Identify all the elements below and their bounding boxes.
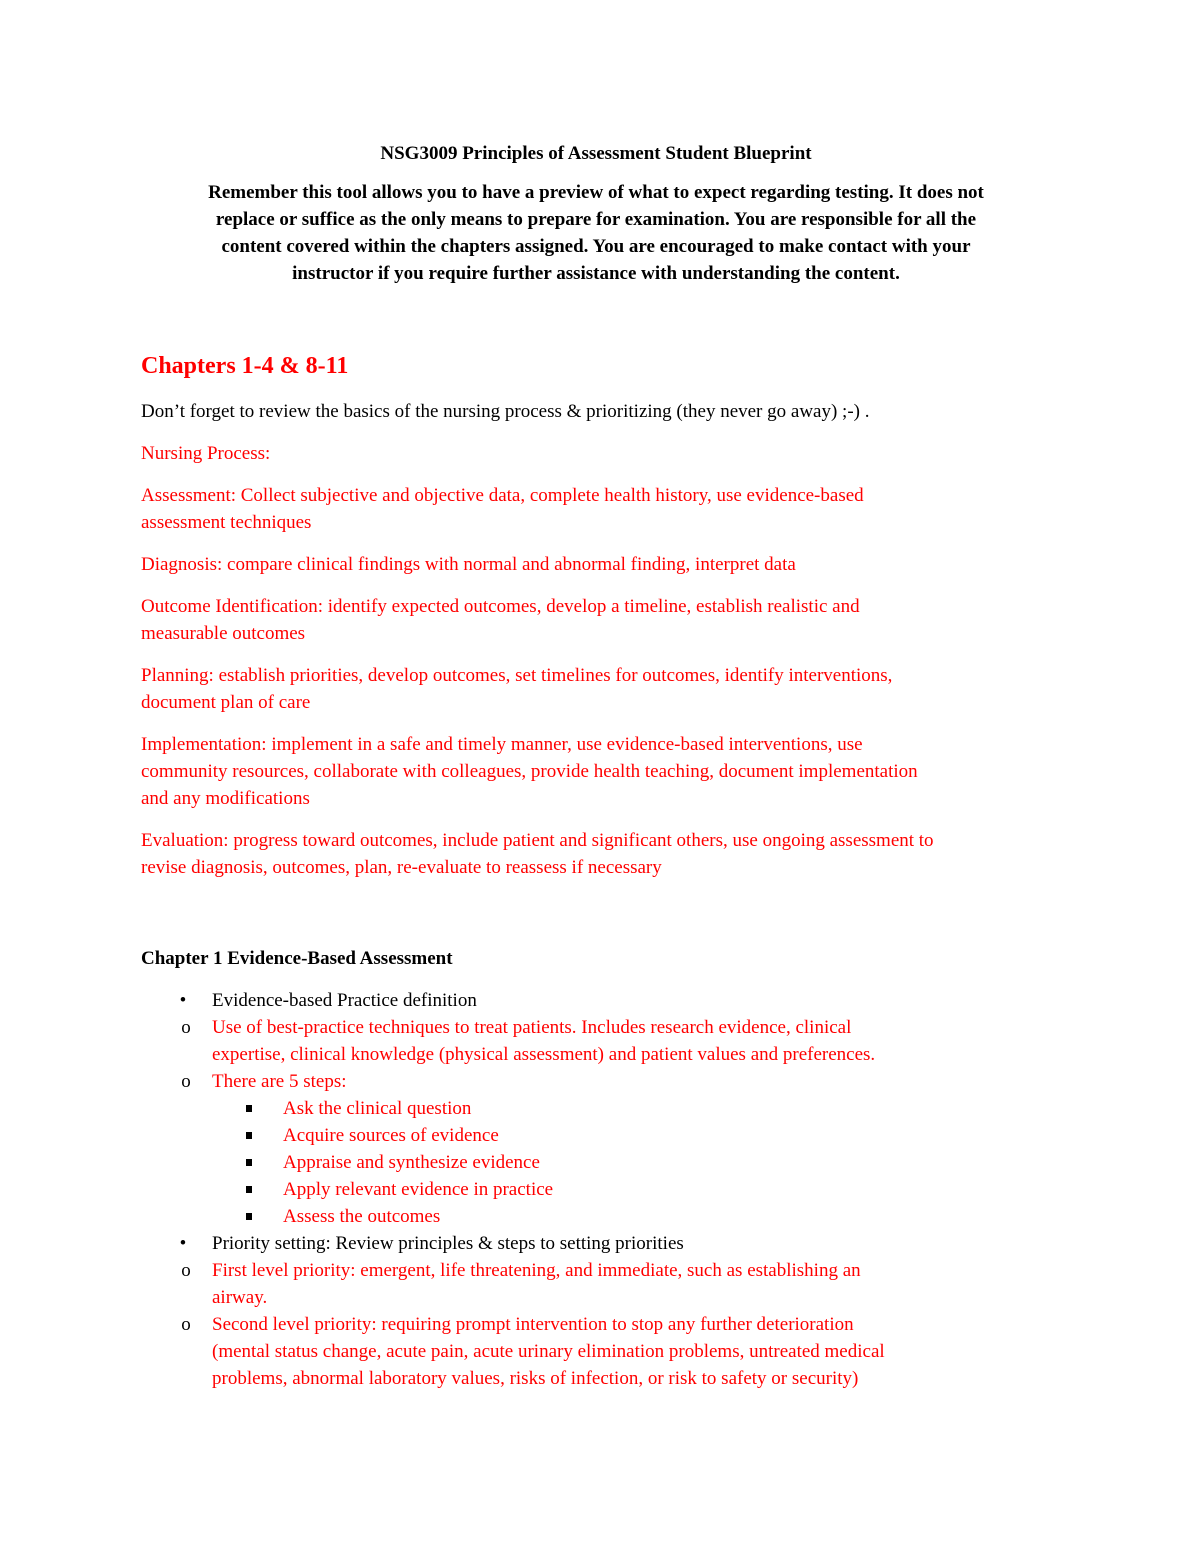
steps-list: [212, 1095, 1051, 1230]
intro-line: instructor if you require further assistance with understanding the content.: [292, 263, 900, 284]
assessment-paragraph: [141, 482, 1051, 536]
planning-paragraph: [141, 662, 1051, 716]
paragraph-line: document plan of care: [141, 692, 311, 713]
step-text: Assess the outcomes: [283, 1206, 441, 1227]
paragraph-line: Second level priority: requiring prompt intervention to stop any further deterioration: [212, 1314, 854, 1335]
square-bullet-icon: [246, 1105, 252, 1112]
step-text: Appraise and synthesize evidence: [283, 1152, 540, 1173]
chapter1-list: [141, 987, 1051, 1392]
paragraph-line: Implementation: implement in a safe and timely manner, use evidence-based interventions, use: [141, 734, 863, 755]
list-item-ebp: [141, 987, 1051, 1230]
diagnosis-paragraph: Diagnosis: compare clinical findings with normal and abnormal finding, interpret data: [141, 554, 796, 575]
paragraph-line: First level priority: emergent, life threatening, and immediate, such as establishing an: [212, 1260, 861, 1281]
intro-line: content covered within the chapters assigned. You are encouraged to make contact with your: [221, 236, 971, 257]
step-text: Ask the clinical question: [283, 1098, 472, 1119]
list-item-priority: [141, 1230, 1051, 1392]
paragraph-line: and any modifications: [141, 788, 310, 809]
paragraph-line: (mental status change, acute pain, acute urinary elimination problems, untreated medical: [212, 1341, 885, 1362]
intro-line: replace or suffice as the only means to prepare for examination. You are responsible for all the: [215, 209, 977, 230]
paragraph-line: Assessment: Collect subjective and objective data, complete health history, use evidence-based: [141, 485, 864, 506]
square-bullet-icon: [246, 1159, 252, 1166]
chapters-heading: Chapters 1-4 & 8-11: [141, 353, 349, 379]
paragraph-line: Use of best-practice techniques to treat patients. Includes research evidence, clinical: [212, 1017, 852, 1038]
bullet-circle-icon: o: [181, 1017, 191, 1038]
bullet-disc-icon: •: [179, 990, 187, 1011]
list-item: [212, 1149, 1051, 1176]
paragraph-line: Outcome Identification: identify expected outcomes, develop a timeline, establish realistic and: [141, 596, 860, 617]
bullet-circle-icon: o: [181, 1314, 191, 1335]
outcome-identification-paragraph: [141, 593, 1051, 647]
bullet-circle-icon: o: [181, 1071, 191, 1092]
priority-sublist: [181, 1257, 1051, 1392]
step-text: Acquire sources of evidence: [283, 1125, 499, 1146]
list-item: [212, 1176, 1051, 1203]
ebp-label: Evidence-based Practice definition: [212, 990, 477, 1011]
sublist-item-steps: [181, 1068, 1051, 1230]
document-page: [141, 140, 1051, 1392]
sublist-item-first-priority: [181, 1257, 1051, 1311]
list-item: [212, 1122, 1051, 1149]
paragraph-line: Planning: establish priorities, develop outcomes, set timelines for outcomes, identify interventions,: [141, 665, 893, 686]
implementation-paragraph: [141, 731, 1051, 812]
evaluation-paragraph: [141, 827, 1051, 881]
reminder-text: Don’t forget to review the basics of the nursing process & prioritizing (they never go away) ;-) .: [141, 401, 870, 422]
document-title: NSG3009 Principles of Assessment Student Blueprint: [380, 143, 812, 164]
intro-line: Remember this tool allows you to have a preview of what to expect regarding testing. It does not: [208, 182, 984, 203]
priority-label: Priority setting: Review principles & steps to setting priorities: [212, 1233, 684, 1254]
list-item: [212, 1095, 1051, 1122]
sublist-item-second-priority: [181, 1311, 1051, 1392]
paragraph-line: expertise, clinical knowledge (physical assessment) and patient values and preferences.: [212, 1044, 876, 1065]
paragraph-line: revise diagnosis, outcomes, plan, re-evaluate to reassess if necessary: [141, 857, 662, 878]
bullet-circle-icon: o: [181, 1260, 191, 1281]
steps-label: There are 5 steps:: [212, 1071, 347, 1092]
paragraph-line: measurable outcomes: [141, 623, 306, 644]
paragraph-line: assessment techniques: [141, 512, 312, 533]
list-item: [212, 1203, 1051, 1230]
paragraph-line: community resources, collaborate with colleagues, provide health teaching, document implementation: [141, 761, 918, 782]
square-bullet-icon: [246, 1132, 252, 1139]
paragraph-line: Evaluation: progress toward outcomes, include patient and significant others, use ongoing assessment to: [141, 830, 934, 851]
chapter1-heading: Chapter 1 Evidence-Based Assessment: [141, 948, 453, 969]
bullet-disc-icon: •: [179, 1233, 187, 1254]
square-bullet-icon: [246, 1186, 252, 1193]
step-text: Apply relevant evidence in practice: [283, 1179, 554, 1200]
paragraph-line: airway.: [212, 1287, 268, 1308]
ebp-sublist: [181, 1014, 1051, 1230]
sublist-item-definition: [181, 1014, 1051, 1068]
intro-notice: [141, 179, 1051, 287]
paragraph-line: problems, abnormal laboratory values, risks of infection, or risk to safety or security): [212, 1368, 859, 1389]
nursing-process-label: Nursing Process:: [141, 443, 271, 464]
square-bullet-icon: [246, 1213, 252, 1220]
